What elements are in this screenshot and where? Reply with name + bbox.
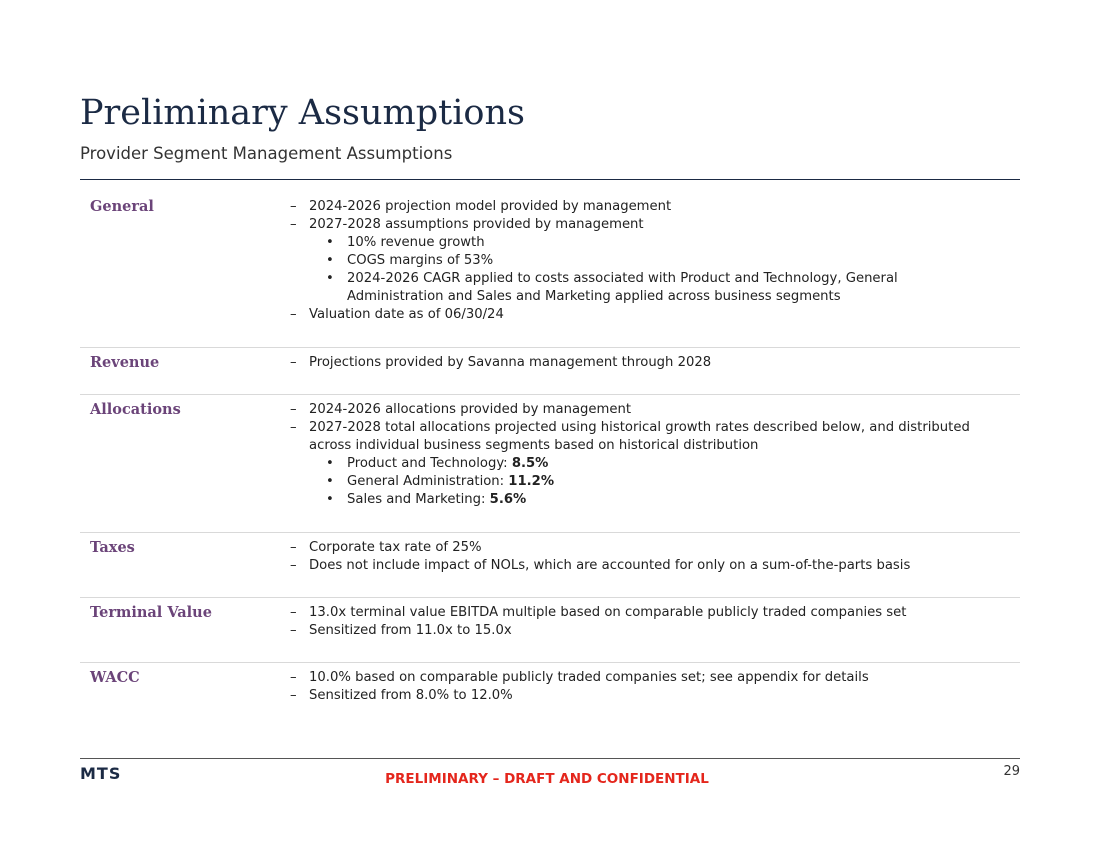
- bullet-item: – Corporate tax rate of 25%: [290, 539, 990, 557]
- row-label-revenue: Revenue: [90, 354, 160, 371]
- bullet-item: – Valuation date as of 06/30/24: [290, 306, 990, 324]
- page-subtitle: Provider Segment Management Assumptions: [80, 144, 453, 163]
- assumption-row-taxes: [80, 533, 1020, 598]
- assumption-row-revenue: [80, 348, 1020, 395]
- page-title: Preliminary Assumptions: [80, 93, 525, 133]
- sub-bullet-item: • 2024-2026 CAGR applied to costs associated with Product and Technology, General Administration and Sales and Marketing applied across business segments: [290, 270, 990, 306]
- bullet-item: – 2027-2028 assumptions provided by management: [290, 216, 990, 234]
- sub-bullet-item: [290, 473, 990, 491]
- bullet-item: – 13.0x terminal value EBITDA multiple based on comparable publicly traded companies set: [290, 604, 990, 622]
- sub-bullet-item: [290, 455, 990, 473]
- row-label-allocations: Allocations: [90, 401, 181, 418]
- sub-bullet-text: Sales and Marketing:: [347, 492, 490, 507]
- assumption-row-terminal-value: [80, 598, 1020, 663]
- bullet-item: – 10.0% based on comparable publicly traded companies set; see appendix for details: [290, 669, 990, 687]
- sub-bullet-value: 8.5%: [511, 456, 549, 471]
- row-label-taxes: Taxes: [90, 539, 135, 556]
- row-content-terminal-value: [290, 604, 990, 640]
- row-content-allocations: [290, 401, 990, 509]
- sub-bullet-value: 11.2%: [508, 474, 555, 489]
- row-label-general: General: [90, 198, 154, 215]
- row-content-revenue: [290, 354, 990, 372]
- footer-divider: [80, 758, 1020, 759]
- sub-bullet-item: • 10% revenue growth: [290, 234, 990, 252]
- confidential-notice: PRELIMINARY – DRAFT AND CONFIDENTIAL: [385, 771, 709, 787]
- row-content-general: [290, 198, 990, 324]
- row-content-taxes: [290, 539, 990, 575]
- assumption-row-allocations: [80, 395, 1020, 533]
- sub-bullet-value: 5.6%: [489, 492, 527, 507]
- bullet-item: – Sensitized from 8.0% to 12.0%: [290, 687, 990, 705]
- bullet-item: – Sensitized from 11.0x to 15.0x: [290, 622, 990, 640]
- bullet-item: – Does not include impact of NOLs, which are accounted for only on a sum-of-the-parts basis: [290, 557, 990, 575]
- bullet-item: – 2024-2026 projection model provided by management: [290, 198, 990, 216]
- assumptions-table: [80, 181, 1020, 723]
- row-content-wacc: [290, 669, 990, 705]
- assumption-row-wacc: [80, 663, 1020, 723]
- assumption-row-general: [80, 181, 1020, 348]
- bullet-item: – 2027-2028 total allocations projected using historical growth rates described below, and distributed across individual business segments based on historical distribution: [290, 419, 990, 455]
- row-label-terminal-value: Terminal Value: [90, 604, 212, 621]
- sub-bullet-text: General Administration:: [347, 474, 509, 489]
- sub-bullet-item: [290, 491, 990, 509]
- row-label-wacc: WACC: [90, 669, 140, 686]
- company-logo: MTS: [80, 764, 122, 783]
- sub-bullet-item: • COGS margins of 53%: [290, 252, 990, 270]
- bullet-item: – 2024-2026 allocations provided by management: [290, 401, 990, 419]
- title-divider: [80, 179, 1020, 180]
- bullet-item: – Projections provided by Savanna management through 2028: [290, 354, 990, 372]
- page-number: 29: [1003, 764, 1020, 779]
- sub-bullet-text: Product and Technology:: [347, 456, 512, 471]
